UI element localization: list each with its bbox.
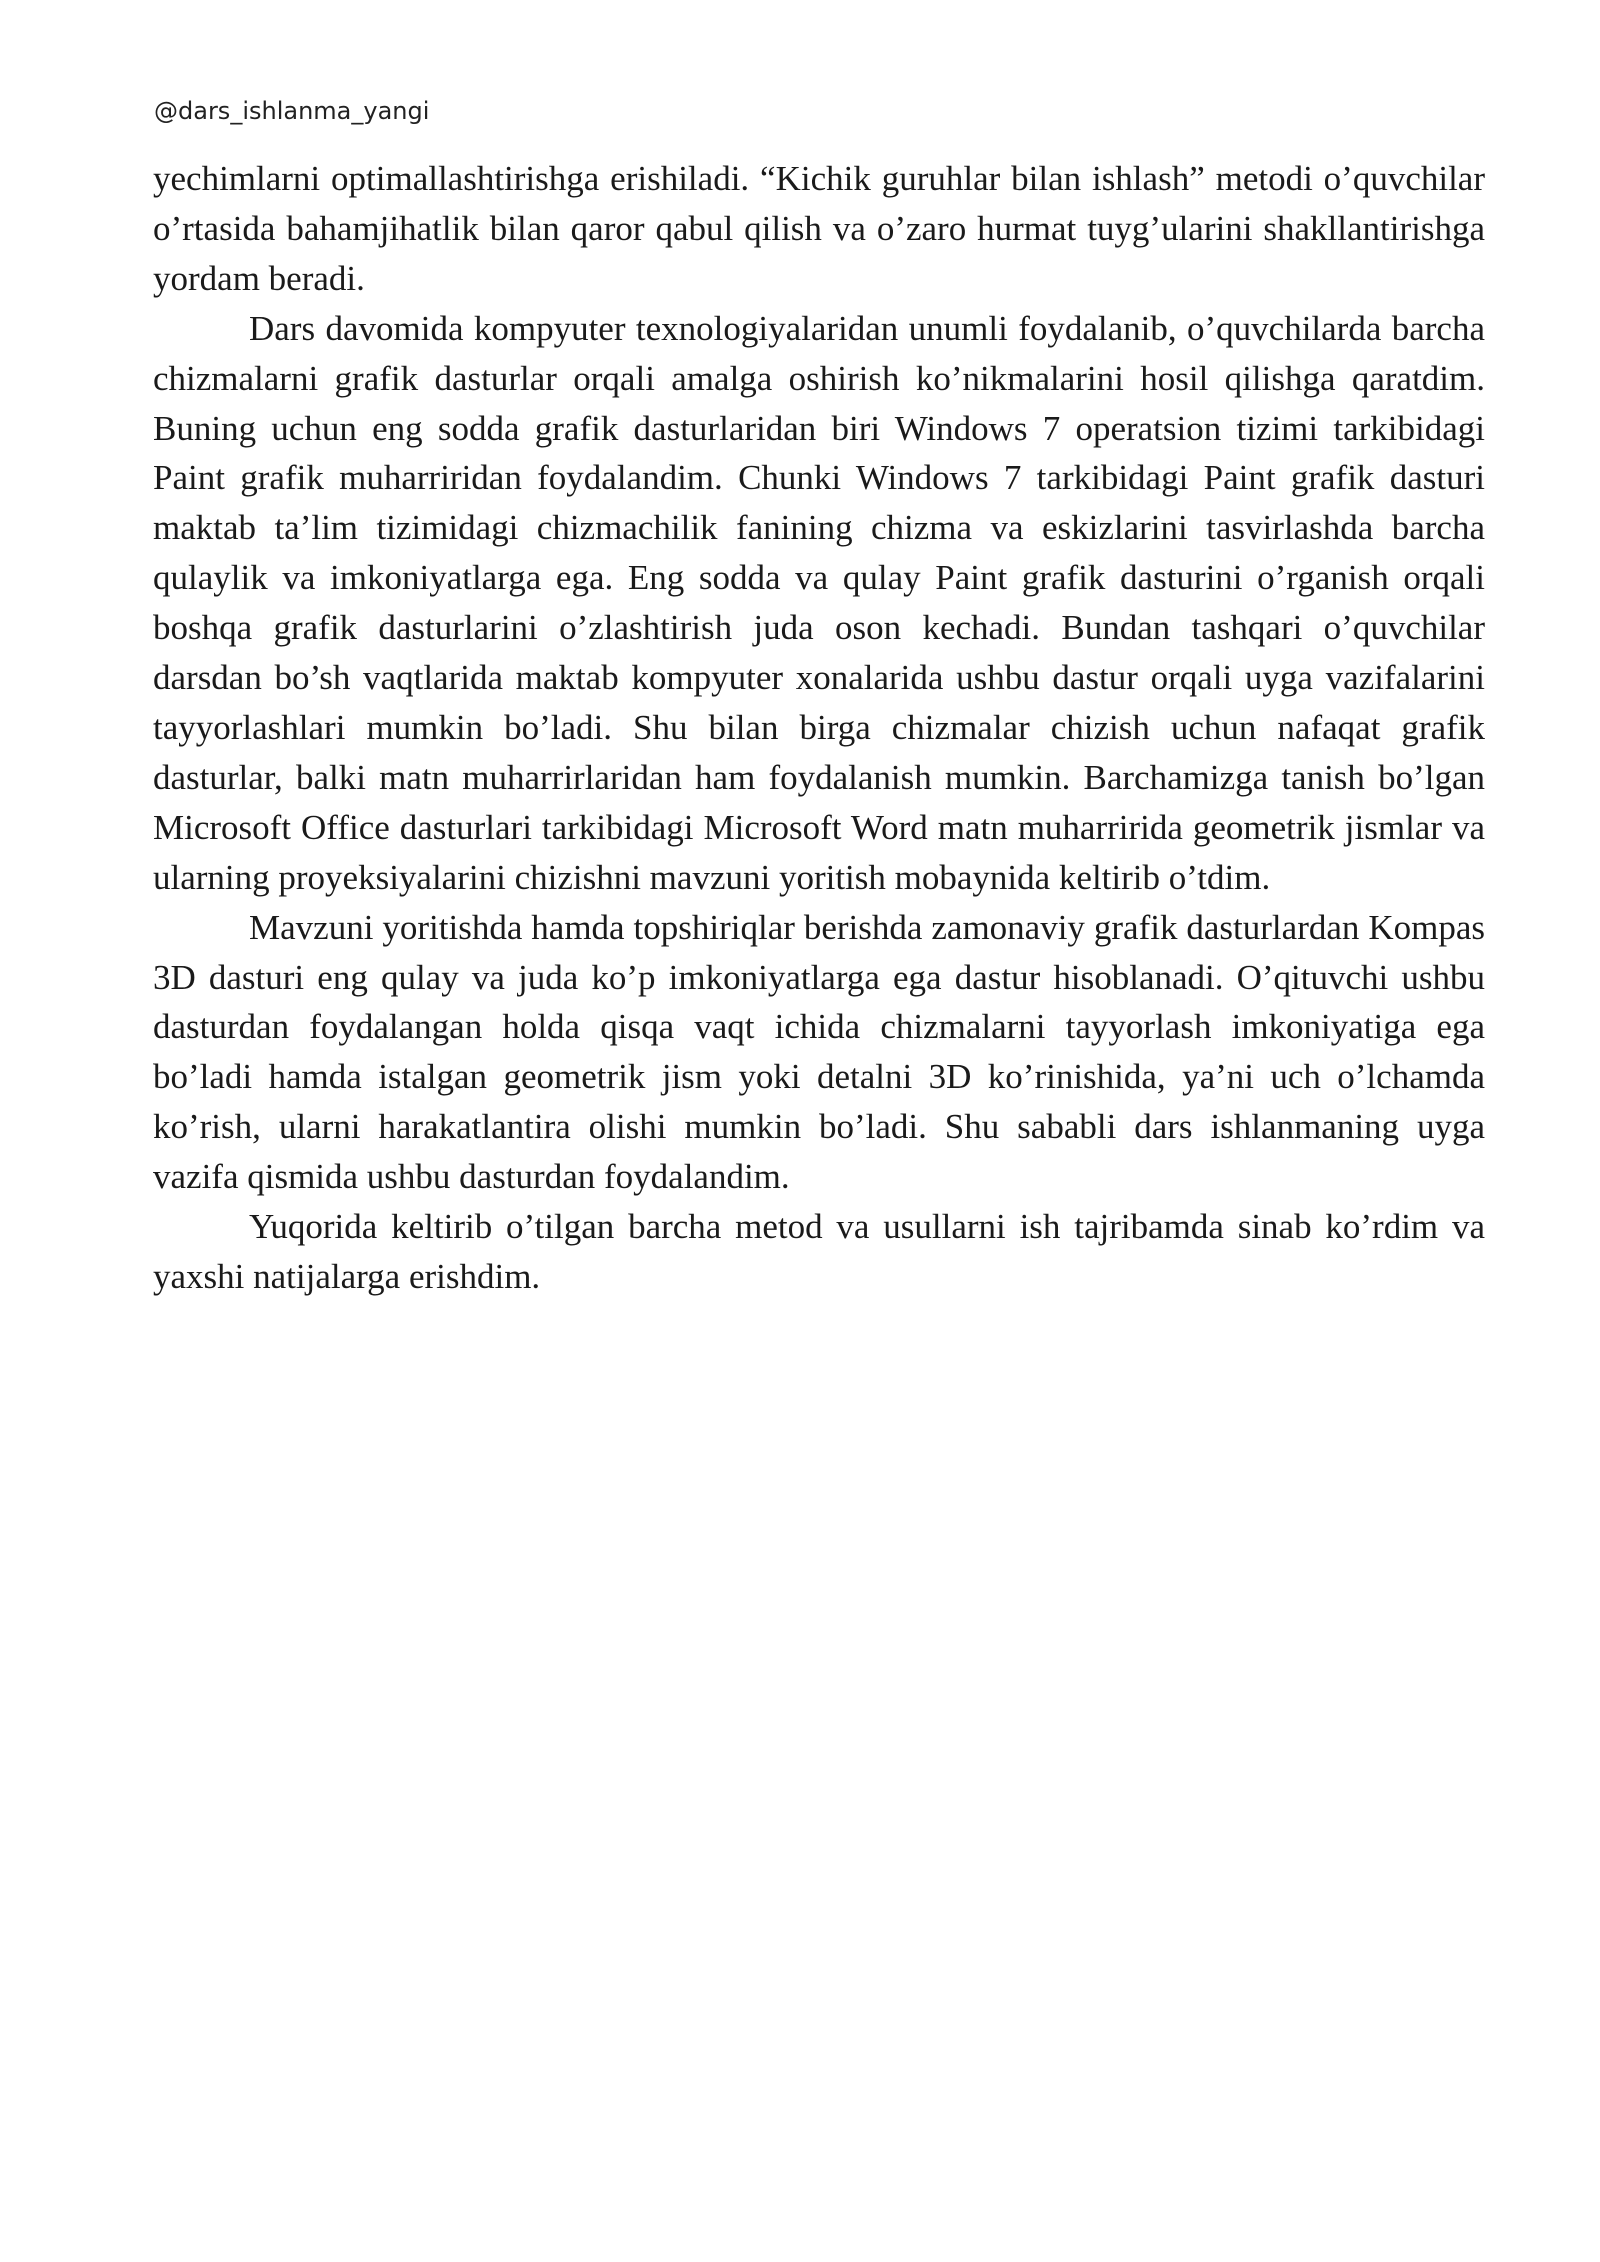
paragraph-computer-technologies: Dars davomida kompyuter texnologiyalaridan unumli foydalanib, o’quvchilarda barcha chizmalarni grafik dasturlar orqali amalga oshirish ko’nikmalarini hosil qilishga qaratdim. Buning uchun eng sodda grafik dasturlaridan biri Windows 7 operatsion tizimi tarkibidagi Paint grafik muharriridan foydalandim. Chunki Windows 7 tarkibidagi Paint grafik dasturi maktab ta’lim tizimidagi chizmachilik fanining chizma va eskizlarini tasvirlashda barcha qulaylik va imkoniyatlarga ega. Eng sodda va qulay Paint grafik dasturini o’rganish orqali boshqa grafik dasturlarini o’zlashtirish juda oson kechadi. Bundan tashqari o’quvchilar darsdan bo’sh vaqtlarida maktab kompyuter xonalarida ushbu dastur orqali uyga vazifalarini tayyorlashlari mumkin bo’ladi. Shu bilan birga chizmalar chizish uchun nafaqat grafik dasturlar, balki matn muharrirlaridan ham foydalanish mumkin. Barchamizga tanish bo’lgan Microsoft Office dasturlari tarkibidagi Microsoft Word matn muharririda geometrik jismlar va ularning proyeksiyalarini chizishni mavzuni yoritish mobaynida keltirib o’tdim.: [153, 308, 1485, 897]
paragraph-kompas-3d: Mavzuni yoritishda hamda topshiriqlar berishda zamonaviy grafik dasturlardan Kompas 3D dasturi eng qulay va juda ko’p imkoniyatlarga ega dastur hisoblanadi. O’qituvchi ushbu dasturdan foydalangan holda qisqa vaqt ichida chizmalarni tayyorlash imkoniyatiga ega bo’ladi hamda istalgan geometrik jism yoki detalni 3D ko’rinishida, ya’ni uch o’lchamda ko’rish, ularni harakatlantira olishi mumkin bo’ladi. Shu sababli dars ishlanmaning uyga vazifa qismida ushbu dasturdan foydalandim.: [153, 907, 1485, 1197]
page-header-channel: @dars_ishlanma_yangi: [154, 97, 430, 125]
paragraph-continuation: yechimlarni optimallashtirishga erishiladi. “Kichik guruhlar bilan ishlash” metodi o’quvchilar o’rtasida bahamjihatlik bilan qaror qabul qilish va o’zaro hurmat tuyg’ularini shakllantirishga yordam beradi.: [153, 159, 1485, 298]
paragraph-conclusion: Yuqorida keltirib o’tilgan barcha metod va usullarni ish tajribamda sinab ko’rdim va yaxshi natijalarga erishdim.: [153, 1207, 1485, 1296]
document-body: [153, 154, 1485, 1302]
